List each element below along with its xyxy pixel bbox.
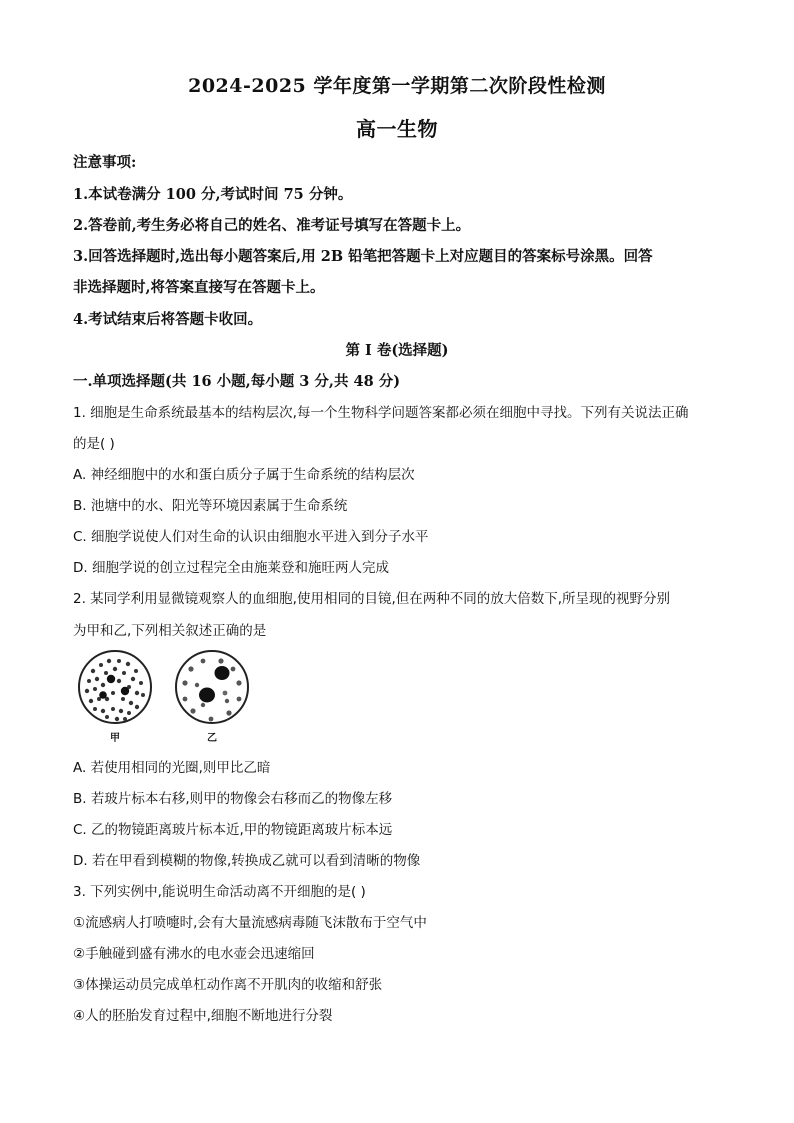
q1-option-a: A. 神经细胞中的水和蛋白质分子属于生命系统的结构层次 bbox=[73, 467, 415, 483]
q2-option-c: C. 乙的物镜距离玻片标本近,甲的物镜距离玻片标本远 bbox=[73, 822, 393, 838]
figure-label-yi: 乙 bbox=[207, 733, 217, 744]
q1-stem-line2: 的是( ) bbox=[73, 436, 115, 452]
q1-option-b: B. 池塘中的水、阳光等环境因素属于生命系统 bbox=[73, 498, 348, 514]
q2-stem-line1: 2. 某同学利用显微镜观察人的血细胞,使用相同的目镜,但在两种不同的放大倍数下,所呈现的视野分别 bbox=[73, 591, 671, 607]
microscope-figure bbox=[73, 649, 253, 744]
note-item: 4.考试结束后将答题卡收回。 bbox=[73, 311, 263, 328]
note-item: 1.本试卷满分 100 分,考试时间 75 分钟。 bbox=[73, 186, 353, 203]
microscope-fields-image bbox=[73, 649, 253, 729]
figure-label-jia: 甲 bbox=[110, 733, 120, 744]
q3-item: ①流感病人打喷嚏时,会有大量流感病毒随飞沫散布于空气中 bbox=[73, 915, 427, 931]
q1-stem-line1: 1. 细胞是生命系统最基本的结构层次,每一个生物科学问题答案都必须在细胞中寻找。下列有关说法正确 bbox=[73, 405, 689, 421]
q2-option-b: B. 若玻片标本右移,则甲的物像会右移而乙的物像左移 bbox=[73, 791, 393, 807]
q2-option-a: A. 若使用相同的光圈,则甲比乙暗 bbox=[73, 760, 271, 776]
q3-stem: 3. 下列实例中,能说明生命活动离不开细胞的是( ) bbox=[73, 884, 366, 900]
exam-subject: 高一生物 bbox=[356, 117, 438, 141]
q1-option-d: D. 细胞学说的创立过程完全由施莱登和施旺两人完成 bbox=[73, 560, 389, 576]
note-item: 3.回答选择题时,选出每小题答案后,用 2B 铅笔把答题卡上对应题目的答案标号涂黑。回答 bbox=[73, 248, 653, 265]
note-item: 非选择题时,将答案直接写在答题卡上。 bbox=[73, 279, 325, 296]
q3-item: ②手触碰到盛有沸水的电水壶会迅速缩回 bbox=[73, 946, 315, 962]
q2-stem-line2: 为甲和乙,下列相关叙述正确的是 bbox=[73, 623, 267, 639]
q3-item: ③体操运动员完成单杠动作离不开肌肉的收缩和舒张 bbox=[73, 977, 383, 993]
field-jia bbox=[79, 651, 151, 723]
section-heading: 一.单项选择题(共 16 小题,每小题 3 分,共 48 分) bbox=[73, 373, 401, 390]
q2-option-d: D. 若在甲看到模糊的物像,转换成乙就可以看到清晰的物像 bbox=[73, 853, 421, 869]
note-item: 2.答卷前,考生务必将自己的姓名、准考证号填写在答题卡上。 bbox=[73, 217, 471, 234]
q1-option-c: C. 细胞学说使人们对生命的认识由细胞水平进入到分子水平 bbox=[73, 529, 429, 545]
field-yi bbox=[176, 651, 248, 723]
exam-title: 2024-2025 学年度第一学期第二次阶段性检测 bbox=[188, 75, 606, 97]
part-title: 第 I 卷(选择题) bbox=[345, 342, 449, 359]
q3-item: ④人的胚胎发育过程中,细胞不断地进行分裂 bbox=[73, 1008, 333, 1024]
notes-heading: 注意事项: bbox=[73, 154, 137, 171]
